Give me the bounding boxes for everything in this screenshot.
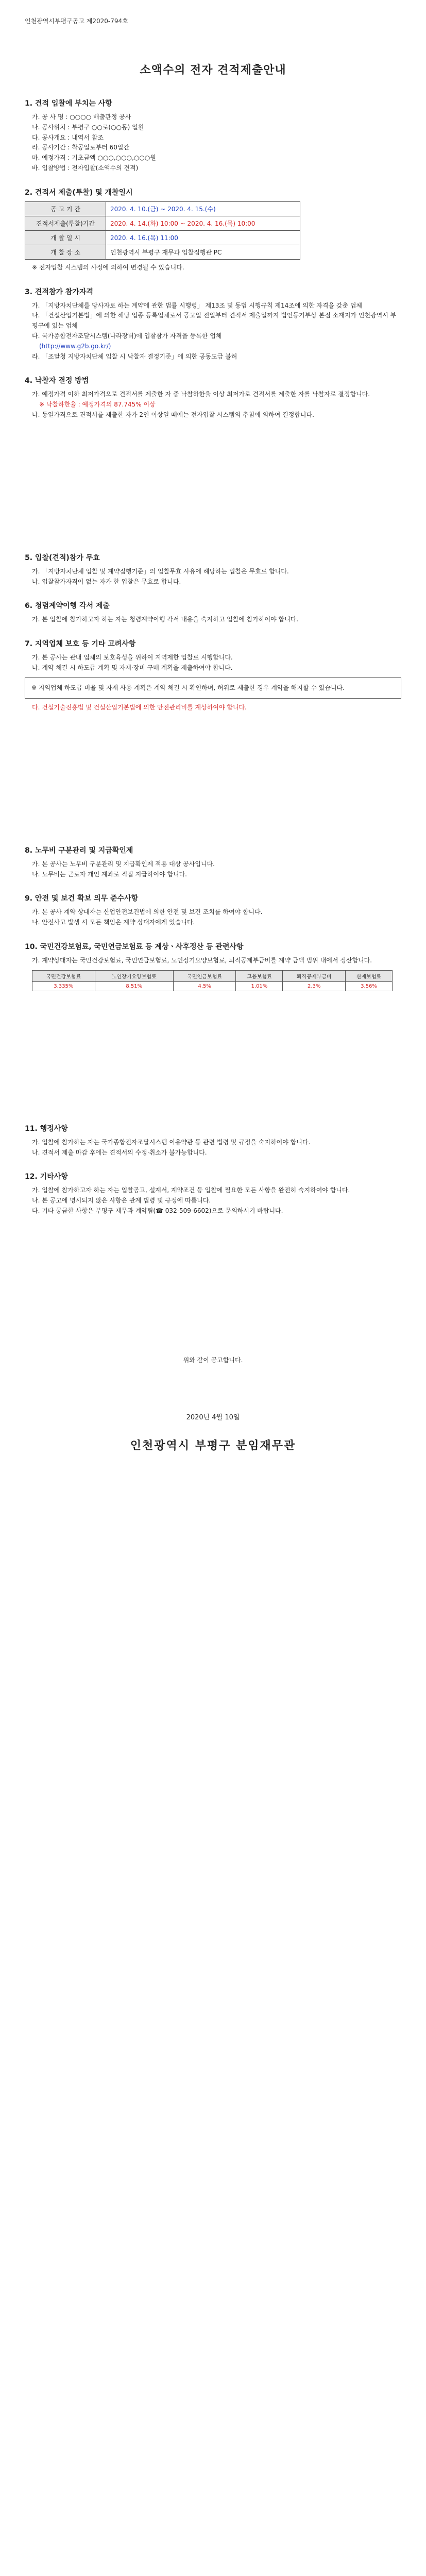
section-9 <box>25 893 401 928</box>
notice-number: 인천광역시부평구공고 제2020-794호 <box>25 18 128 25</box>
spacer <box>25 718 401 832</box>
s12-line: 다. 기타 궁금한 사항은 부평구 재무과 계약팀(☎ 032-509-6602)으로 문의하시기 바랍니다. <box>32 1207 283 1214</box>
rate-cell: 3.56% <box>346 981 393 991</box>
section-12-heading: 12. 기타사항 <box>25 1173 68 1181</box>
section-7 <box>25 638 401 713</box>
s10-line: 가. 계약상대자는 국민건강보험료, 국민연금보험료, 노인장기요양보험료, 퇴직공제부금비를 계약 금액 범위 내에서 정산합니다. <box>32 956 372 964</box>
notice-date: 2020년 4월 10일 <box>186 1414 240 1422</box>
rate-header: 국민연금보험료 <box>173 970 236 981</box>
s1-line: 마. 예정가격 : 기초금액 ○○○,○○○,○○○원 <box>32 154 156 162</box>
s3-line: 가. 「지방자치단체를 당사자로 하는 계약에 관한 법률 시행령」 제13조 및 동법 시행규칙 제14조에 의한 자격을 갖춘 업체 <box>32 301 363 309</box>
spacer <box>25 1222 401 1335</box>
issuing-organization: 인천광역시 부평구 분임재무관 <box>130 1439 296 1453</box>
s3-line: 라. 「조달청 지방자치단체 입찰 시 낙찰자 결정기준」에 의한 공동도급 불허 <box>32 352 237 360</box>
s3-line: 나. 「건설산업기본법」에 의한 해당 업종 등록업체로서 공고일 전일부터 견적서 제출일까지 법인등기부상 본점 소재지가 인천광역시 부평구에 있는 업체 <box>32 312 397 330</box>
section-2 <box>25 187 401 273</box>
schedule-value: 2020. 4. 16.(목) 11:00 <box>106 230 300 245</box>
s9-line: 나. 안전사고 발생 시 모든 책임은 계약 상대자에게 있습니다. <box>32 919 195 926</box>
rate-cell: 8.51% <box>95 981 173 991</box>
section-3-heading: 3. 견적참가 참가자격 <box>25 287 93 296</box>
rate-cell: 1.01% <box>236 981 283 991</box>
schedule-label: 개 찰 일 시 <box>25 230 106 245</box>
table-row <box>25 230 300 245</box>
rate-cell: 3.335% <box>32 981 95 991</box>
table-row <box>25 245 300 259</box>
section-10-heading: 10. 국민건강보험료, 국민연금보험료 등 계상ㆍ사후정산 등 관련사항 <box>25 942 244 951</box>
section-11-heading: 11. 행정사항 <box>25 1124 68 1133</box>
s4-line: 나. 동일가격으로 견적서를 제출한 자가 2인 이상일 때에는 전자입찰 시스템의 추첨에 의하여 결정합니다. <box>32 411 314 418</box>
s12-line: 가. 입찰에 참가하고자 하는 자는 입찰공고, 설계서, 계약조건 등 입찰에 필요한 모든 사항을 완전히 숙지하여야 합니다. <box>32 1187 350 1194</box>
table-row <box>25 216 300 230</box>
spacer <box>25 426 401 539</box>
section-6 <box>25 600 401 625</box>
s8-line: 나. 노무비는 근로자 개인 계좌로 직접 지급하여야 합니다. <box>32 870 187 878</box>
s11-line: 가. 입찰에 참가하는 자는 국가종합전자조달시스템 이용약관 등 관련 법령 및 규정을 숙지하여야 합니다. <box>32 1138 311 1146</box>
subcontract-notice-box: ※ 지역업체 하도급 비율 및 자재 사용 계획은 계약 체결 시 확인하며, 허위로 제출한 경우 계약을 해지할 수 있습니다. <box>25 677 401 699</box>
section-8-heading: 8. 노무비 구분관리 및 지급확인제 <box>25 846 133 855</box>
table-row <box>32 981 393 991</box>
section-11 <box>25 1123 401 1158</box>
section-1 <box>25 98 401 174</box>
section-1-heading: 1. 견적 입찰에 부치는 사항 <box>25 99 112 108</box>
schedule-value: 인천광역시 부평구 재무과 입찰집행관 PC <box>106 245 300 259</box>
s7-red-line: 다. 건설기술진흥법 및 건설산업기본법에 의한 안전관리비를 계상하여야 합니다. <box>32 703 247 711</box>
schedule-table <box>25 201 300 260</box>
rate-header: 퇴직공제부금비 <box>283 970 346 981</box>
s7-line: 나. 계약 체결 시 하도급 계획 및 자재·장비 구매 계획을 제출하여야 합니다. <box>32 664 233 671</box>
rate-header: 산재보험료 <box>346 970 393 981</box>
section-6-heading: 6. 청렴계약이행 각서 제출 <box>25 602 110 611</box>
s5-line: 가. 「지방자치단체 입찰 및 계약집행기준」의 입찰무효 사유에 해당하는 입찰은 무효로 합니다. <box>32 567 289 575</box>
notice-document <box>25 16 401 1453</box>
s4-highlight: ※ 낙찰하한율 : 예정가격의 87.745% 이상 <box>39 401 156 409</box>
s7-line: 가. 본 공사는 관내 업체의 보호육성을 위하여 지역제한 입찰로 시행합니다. <box>32 654 233 662</box>
s1-line: 라. 공사기간 : 착공일로부터 60일간 <box>32 144 130 151</box>
s1-line: 다. 공사개요 : 내역서 참조 <box>32 133 104 141</box>
s9-line: 가. 본 공사 계약 상대자는 산업안전보건법에 의한 안전 및 보건 조치를 하여야 합니다. <box>32 908 263 916</box>
s5-line: 나. 입찰참가자격이 없는 자가 한 입찰은 무효로 합니다. <box>32 578 181 585</box>
g2b-link[interactable]: (http://www.g2b.go.kr/) <box>39 342 111 350</box>
section-10 <box>25 941 401 991</box>
schedule-label: 개 찰 장 소 <box>25 245 106 259</box>
section-5-heading: 5. 입찰(견적)참가 무효 <box>25 553 100 562</box>
section-2-heading: 2. 견적서 제출(투찰) 및 개찰일시 <box>25 188 133 197</box>
schedule-label: 공 고 기 간 <box>25 201 106 216</box>
rate-cell: 2.3% <box>283 981 346 991</box>
rate-header: 국민건강보험료 <box>32 970 95 981</box>
section-8 <box>25 845 401 880</box>
section-4 <box>25 375 401 420</box>
schedule-value: 2020. 4. 10.(금) ~ 2020. 4. 15.(수) <box>106 201 300 216</box>
s1-line: 가. 공 사 명 : ○○○○ 배출관정 공사 <box>32 113 131 121</box>
schedule-label: 견적서제출(투찰)기간 <box>25 216 106 230</box>
document-title: 소액수의 전자 견적제출안내 <box>140 64 286 77</box>
section-5 <box>25 552 401 587</box>
s6-line: 가. 본 입찰에 참가하고자 하는 자는 청렴계약이행 각서 내용을 숙지하고 입찰에 참가하여야 합니다. <box>32 616 299 623</box>
schedule-value: 2020. 4. 14.(화) 10:00 ~ 2020. 4. 16.(목) 10:00 <box>106 216 300 230</box>
section-12 <box>25 1171 401 1216</box>
s1-line: 나. 공사위치 : 부평구 ○○로(○○동) 일원 <box>32 123 144 131</box>
section-7-heading: 7. 지역업체 보호 등 기타 고려사항 <box>25 640 136 649</box>
section-4-heading: 4. 낙찰자 결정 방법 <box>25 377 89 385</box>
s12-line: 나. 본 공고에 명시되지 않은 사항은 관계 법령 및 규정에 따릅니다. <box>32 1197 211 1205</box>
insurance-rate-table <box>32 970 393 991</box>
table-row <box>25 201 300 216</box>
closing-statement: 위와 같이 공고합니다. <box>183 1356 243 1364</box>
rate-cell: 4.5% <box>173 981 236 991</box>
spacer <box>25 996 401 1110</box>
s8-line: 가. 본 공사는 노무비 구분관리 및 지급확인제 적용 대상 공사입니다. <box>32 860 215 868</box>
s3-line: 다. 국가종합전자조달시스템(나라장터)에 입찰참가 자격을 등록한 업체 <box>32 332 222 340</box>
section-3 <box>25 286 401 362</box>
rate-header: 고용보험료 <box>236 970 283 981</box>
s4-line: 가. 예정가격 이하 최저가격으로 견적서를 제출한 자 중 낙찰하한율 이상 최저가로 견적서를 제출한 자를 낙찰자로 결정합니다. <box>32 391 370 398</box>
s11-line: 나. 견적서 제출 마감 후에는 견적서의 수정·취소가 불가능합니다. <box>32 1148 207 1156</box>
rate-header: 노인장기요양보험료 <box>95 970 173 981</box>
section-9-heading: 9. 안전 및 보건 확보 의무 준수사항 <box>25 894 139 903</box>
s1-line: 바. 입찰방법 : 전자입찰(소액수의 견적) <box>32 164 139 172</box>
schedule-note: ※ 전자입찰 시스템의 사정에 의하여 변경될 수 있습니다. <box>32 263 184 271</box>
table-header-row <box>32 970 393 981</box>
